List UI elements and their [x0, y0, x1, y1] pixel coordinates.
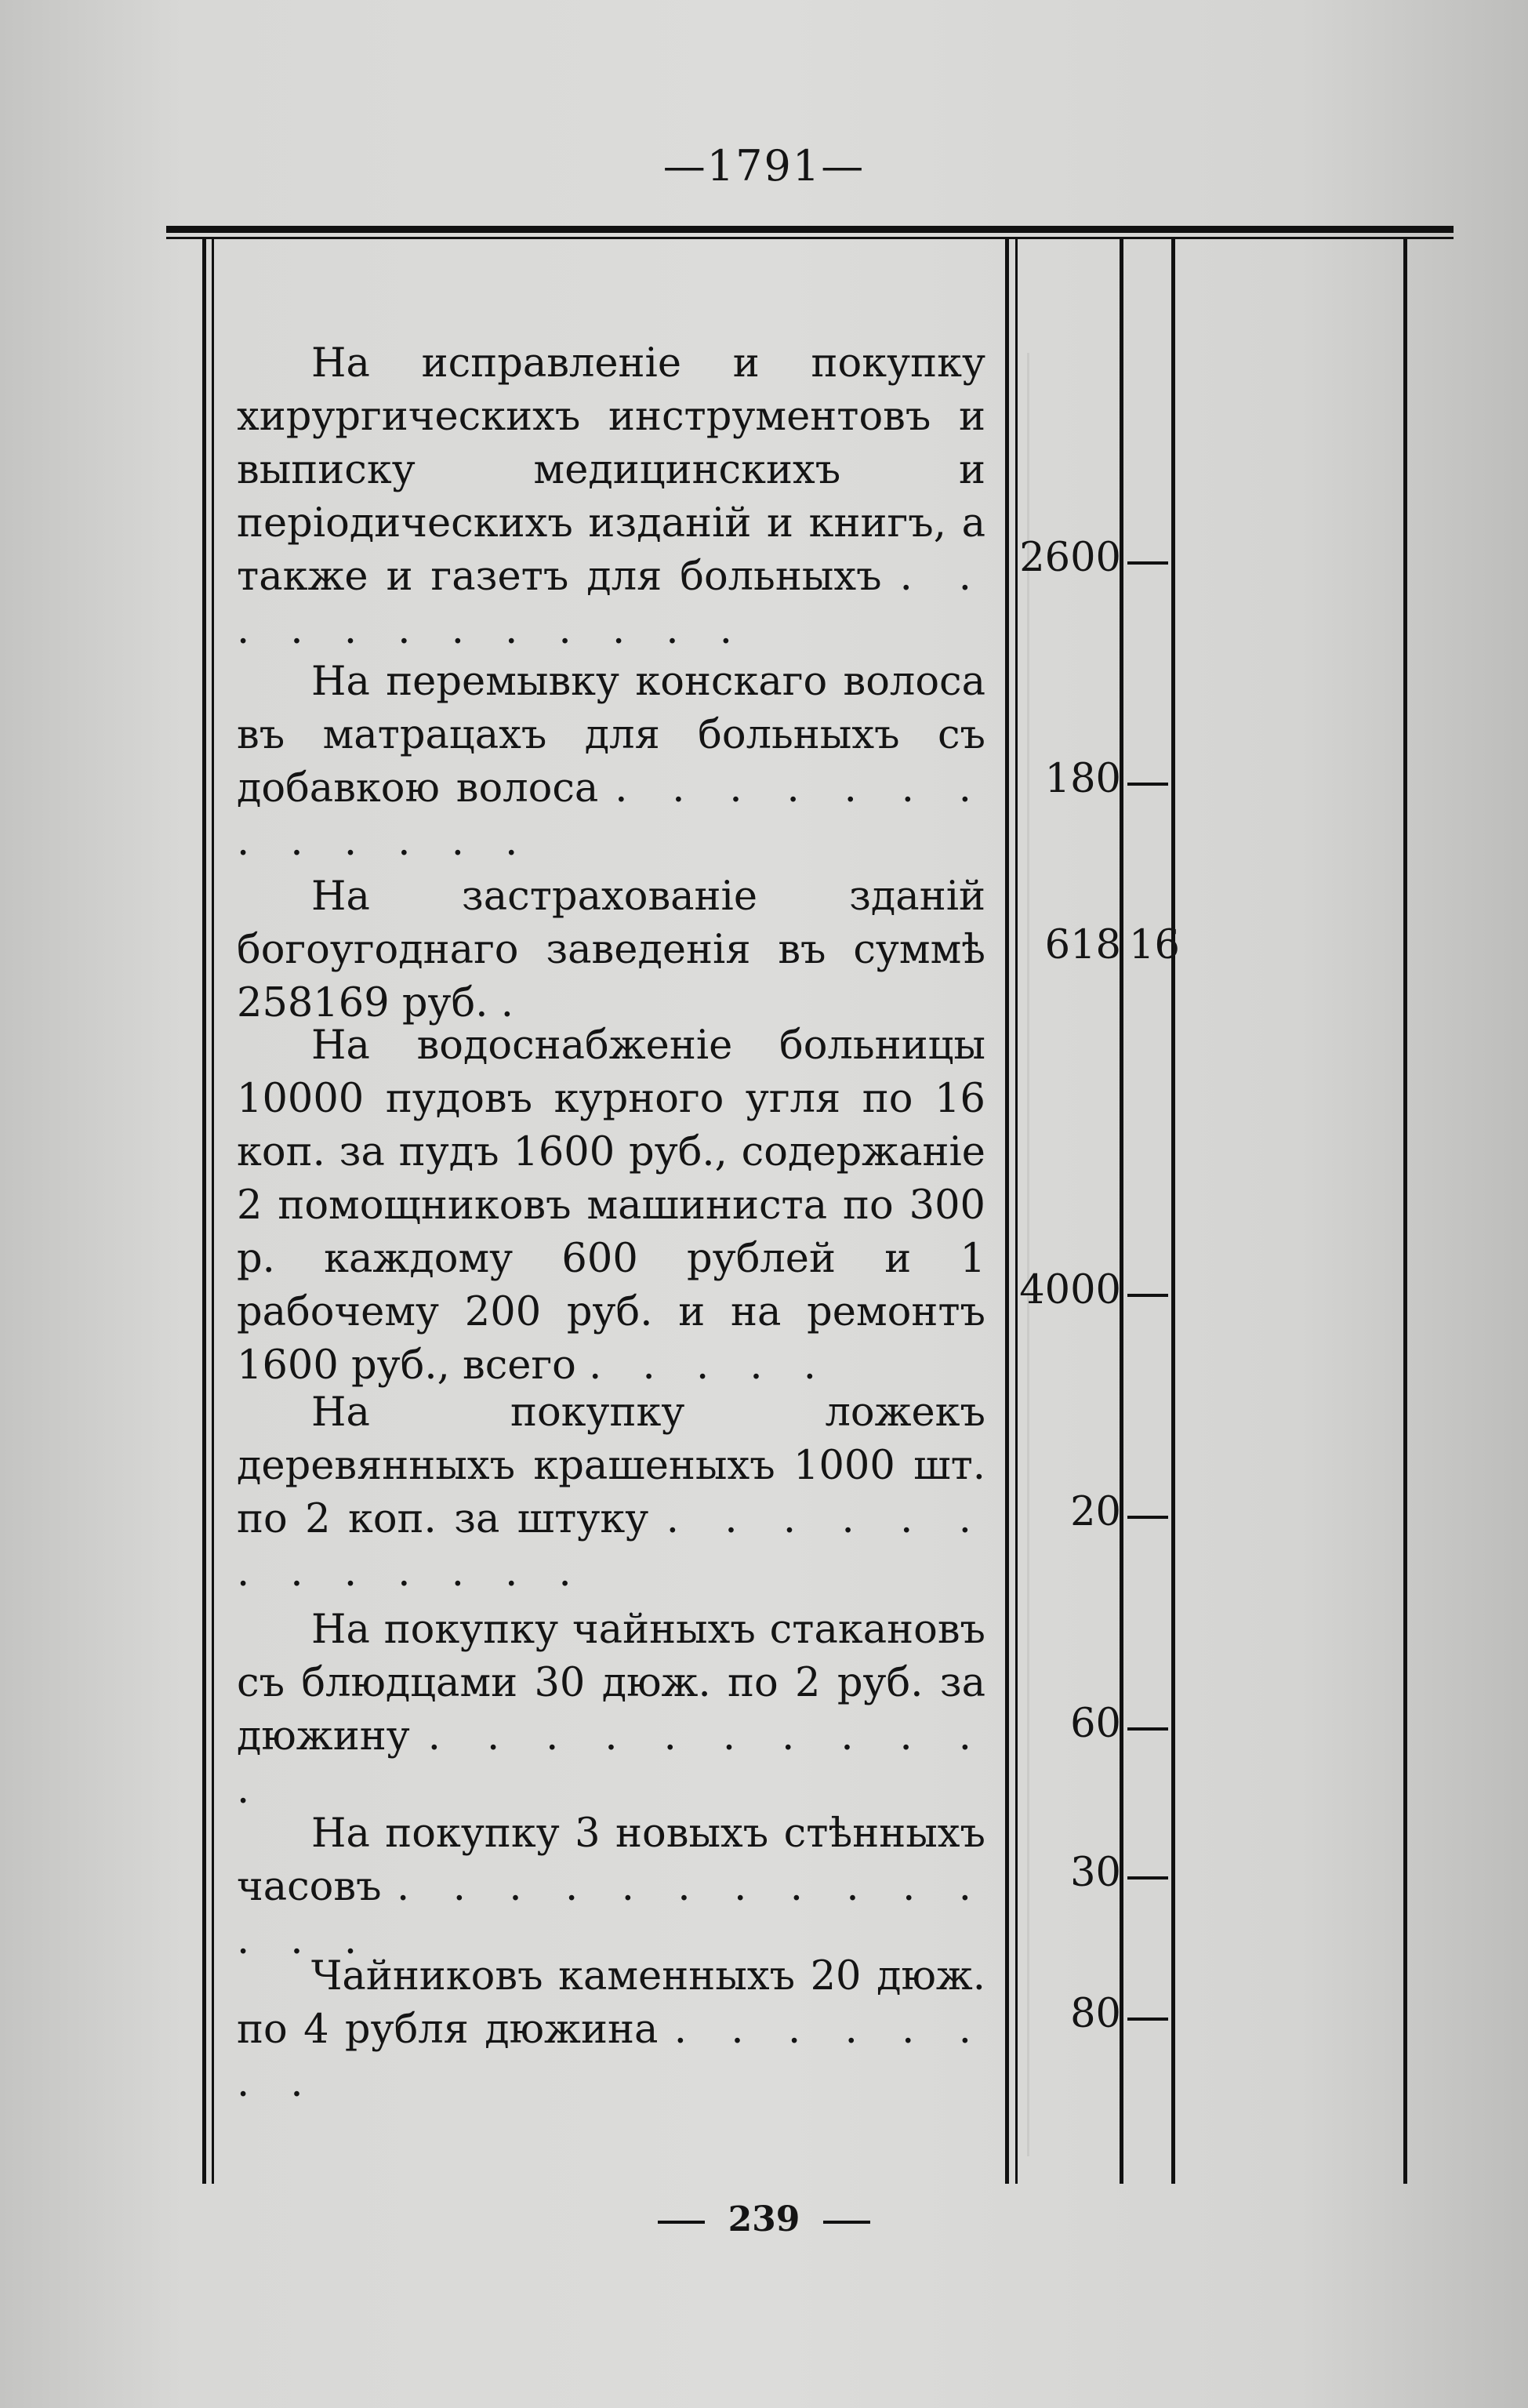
- kop-dash: [1127, 2018, 1168, 2021]
- entry-leader: . . . . . . . . . . . . .: [237, 1496, 985, 1596]
- entry-leader: .: [500, 980, 528, 1026]
- entry-kop: 16: [1129, 922, 1180, 968]
- entry-building-insurance: [237, 870, 985, 1030]
- entry-surgical-instruments: [237, 337, 985, 657]
- entry-wooden-spoons: [237, 1386, 985, 1600]
- entry-text: На покупку чайныхъ стакановъ съ блюдцами 30 дюж. по 2 руб. за дюжину: [237, 1607, 985, 1760]
- entry-amount: 30: [1070, 1850, 1121, 1896]
- kop-dash: [1127, 1727, 1168, 1731]
- entry-amount: 60: [1070, 1701, 1121, 1747]
- footer-dash-right: [823, 2221, 870, 2224]
- entry-tea-glasses: [237, 1604, 985, 1817]
- entry-text: На покупку 3 новыхъ стѣнныхъ часовъ: [237, 1811, 985, 1910]
- entry-wall-clocks: [237, 1807, 985, 1967]
- entry-leader: . . . . .: [589, 1342, 831, 1389]
- entry-text: На исправленіе и покупку хирургическихъ инструментовъ и выписку медицинскихъ и періодическихъ изданій и книгъ, а также и газетъ для больныхъ: [237, 340, 985, 600]
- entry-amount: 618: [1044, 922, 1121, 968]
- footer-page-number-text: 239: [728, 2199, 800, 2239]
- entry-text: На застрахованіе зданій богоугоднаго заведенія въ суммѣ 258169 руб.: [237, 873, 985, 1026]
- entry-leader: . . . . . . . . . . . .: [237, 554, 985, 653]
- entry-amount: 80: [1070, 1991, 1121, 2037]
- amount-column-line-left: [1005, 239, 1009, 2184]
- entry-text: На перемывку конскаго волоса въ матрацахъ для больныхъ съ добавкою волоса: [237, 659, 985, 812]
- entry-amount: 2600: [1019, 535, 1121, 581]
- entry-leader: . . . . . . . . . . . . .: [237, 765, 986, 865]
- entry-text: Чайниковъ каменныхъ 20 дюж. по 4 рубля дюжина: [237, 1953, 985, 2053]
- entry-stone-teapots: [237, 1950, 985, 2110]
- kop-dash: [1127, 1294, 1168, 1297]
- footer-page-number: [0, 2199, 1528, 2239]
- page-header-number: —1791—: [662, 141, 866, 191]
- entry-amount: 4000: [1019, 1267, 1121, 1313]
- entry-horsehair-washing: [237, 656, 985, 869]
- entry-text: На водоснабженіе больницы 10000 пудовъ курного угля по 16 коп. за пудъ 1600 руб., содержаніе 2 помощниковъ машиниста по 300 р. каждому 600 рублей и 1 рабочему 200 руб. и на ремонтъ 1600 руб., всего: [237, 1022, 985, 1389]
- entry-leader: . . . . . . . . . . . . . .: [237, 1864, 985, 1963]
- footer-dash-left: [658, 2221, 705, 2224]
- left-border-line-inner: [212, 239, 214, 2184]
- top-rule-thin: [166, 237, 1454, 239]
- entry-leader: . . . . . . . . . . .: [237, 1713, 985, 1813]
- left-border-line: [202, 239, 206, 2184]
- kop-dash: [1127, 561, 1168, 565]
- kop-dash: [1127, 1876, 1168, 1880]
- kop-dash: [1127, 1516, 1168, 1519]
- entry-amount: 180: [1044, 756, 1121, 802]
- entry-amount: 20: [1070, 1489, 1121, 1535]
- entry-text: На покупку ложекъ деревянныхъ крашеныхъ 1000 шт. по 2 коп. за штуку: [237, 1389, 985, 1542]
- kop-dash: [1127, 783, 1168, 786]
- top-rule-thick: [166, 226, 1454, 233]
- entry-leader: . . . . . . . .: [237, 2007, 985, 2106]
- entry-water-supply: [237, 1019, 985, 1393]
